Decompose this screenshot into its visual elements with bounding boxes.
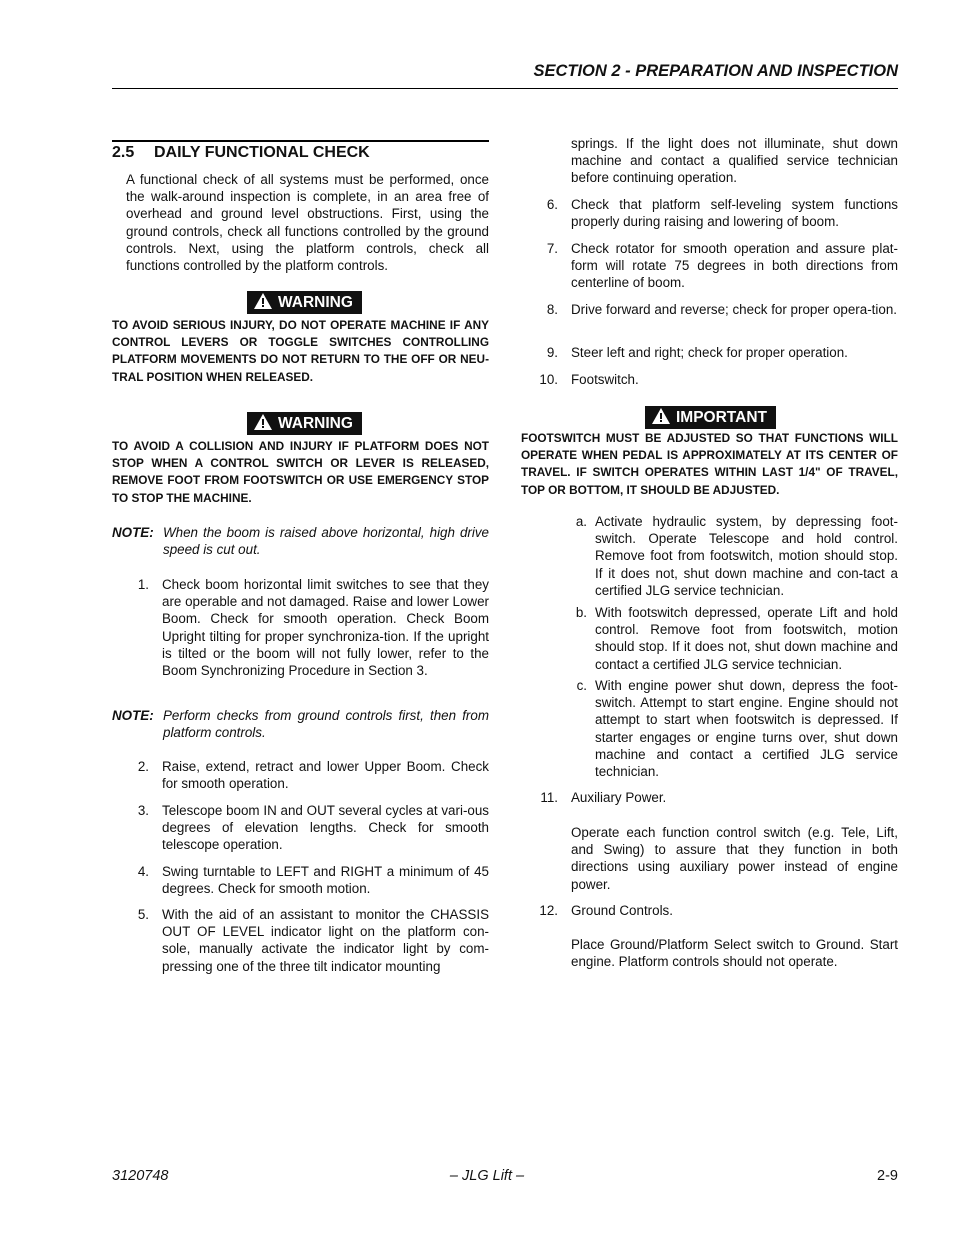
section-heading [112,144,370,162]
item-number: 4. [137,864,149,879]
item-text: Swing turntable to LEFT and RIGHT a minimum of 45 degrees. Check for smooth motion. [162,864,489,897]
sub-item [521,677,898,780]
item-text: Telescope boom IN and OUT several cycles at vari-ous degrees of elevation lengths. Check for smooth telescope operation. [162,803,489,853]
warning-badge-1 [247,291,362,314]
warning-triangle-icon [254,293,272,309]
list-item [521,196,898,230]
list-item [112,863,489,897]
item-detail: Operate each function control switch (e.g. Tele, Lift, and Swing) to assure that they function in both directions using auxiliary power instead of engine power. [571,825,898,892]
sub-item [521,604,898,673]
item-number [521,135,571,187]
list-item [521,371,898,388]
sub-item-letter: b. [575,605,587,620]
item-text: Steer left and right; check for proper operation. [571,345,848,360]
note-text: When the boom is raised above horizontal, high drive speed is cut out. [163,525,489,558]
list-item-continued [521,135,898,187]
item-number: 5. [137,907,149,922]
warning-badge-2 [247,412,362,435]
list-item [521,301,898,318]
important-badge [645,406,776,429]
warning-label: WARNING [278,415,353,432]
warning-label: WARNING [278,294,353,311]
sub-item-letter: a. [575,514,587,529]
item-text: With the aid of an assistant to monitor the CHASSIS OUT OF LEVEL indicator light on the platform con-sole, manually activate the indicator light by com-pressing one of the three tilt indicator mounting [162,907,489,974]
note-1 [112,524,489,558]
warning-triangle-icon [254,414,272,430]
header-rule [112,88,898,89]
section-intro: A functional check of all systems must be performed, once the walk-around inspection is complete, in an area free of overhead and ground level obstructions. First, using the ground controls, check all functions controlled by the ground controls. Next, using the platform controls, check all functions controlled by the platform controls. [126,172,489,274]
item-text: Auxiliary Power. [571,790,667,805]
item-number: 3. [137,803,149,818]
list-item [521,344,898,361]
list-item [521,902,898,919]
item-number: 12. [539,903,558,918]
sub-item-text: Activate hydraulic system, by depressing foot-switch. Operate Telescope and hold control. Remove foot from footswitch, motion should stop. If it does not, shut down machine and con-tact a certified JLG service technician. [595,514,898,598]
list-item [112,758,489,792]
item-number: 2. [137,759,149,774]
section-title: DAILY FUNCTIONAL CHECK [154,144,370,161]
item-text: Footswitch. [571,372,639,387]
item-text: Check boom horizontal limit switches to see that they are operable and not damaged. Raise and lower Lower Boom. Check for smooth operation. Check Boom Upright tilting for proper synchroniza-tion. If the upright is tilted or the boom will not fully lower, refer to the Boom Synchronizing Procedure in Section 3. [162,577,489,679]
item-number: 7. [546,241,558,256]
sub-item-letter: c. [576,678,587,693]
warning-text-1: TO AVOID SERIOUS INJURY, DO NOT OPERATE MACHINE IF ANY CONTROL LEVERS OR TOGGLE SWITCHES CONTROLLING PLATFORM MOVEMENTS DO NOT RETURN TO THE OFF OR NEU-TRAL POSITION WHEN RELEASED. [112,318,489,384]
item-detail: Place Ground/Platform Select switch to Ground. Start engine. Platform controls should not operate. [571,937,898,970]
footer-center: – JLG Lift – [449,1168,525,1184]
important-text: FOOTSWITCH MUST BE ADJUSTED SO THAT FUNCTIONS WILL OPERATE WHEN PEDAL IS APPROXIMATELY AT ITS CENTER OF TRAVEL. IF SWITCH OPERATES WITHIN LAST 1/4" OF TRAVEL, TOP OR BOTTOM, IT SHOULD BE ADJUSTED. [521,431,898,497]
note-label: NOTE: [112,525,154,540]
sub-item-text: With engine power shut down, depress the foot-switch. Attempt to start engine. Engine should not attempt to start when footswitch is depressed. If starter engages or engine turns over, shut down machine and contact a certified JLG service technician. [595,678,898,780]
section-rule [112,140,489,142]
running-header: SECTION 2 - PREPARATION AND INSPECTION [533,62,898,80]
item-number: 6. [546,197,558,212]
list-item [112,802,489,854]
item-text: springs. If the light does not illuminate, shut down machine and contact a qualified service technician before continuing operation. [571,136,898,186]
item-text: Check rotator for smooth operation and assure plat-form will rotate 75 degrees in both directions from centerline of boom. [571,241,898,291]
item-text: Raise, extend, retract and lower Upper Boom. Check for smooth operation. [162,759,489,792]
warning-text-2: TO AVOID A COLLISION AND INJURY IF PLATFORM DOES NOT STOP WHEN A CONTROL SWITCH OR LEVER IS RELEASED, REMOVE FOOT FROM FOOTSWITCH OR USE EMERGENCY STOP TO STOP THE MACHINE. [112,439,489,505]
item-text: Ground Controls. [571,903,673,918]
item-number: 10. [539,372,558,387]
warning-triangle-icon [652,408,670,424]
item-text: Check that platform self-leveling system functions properly during raising and lowering of boom. [571,197,898,230]
footer-doc-number: 3120748 [112,1168,169,1184]
item-number: 8. [546,302,558,317]
item-number: 11. [540,790,558,805]
sub-item-text: With footswitch depressed, operate Lift and hold control. Remove foot from footswitch, motion should stop. If it does not, shut down machine and contact a certified JLG service technician. [595,605,898,672]
page-number: 2-9 [877,1168,898,1184]
list-item [521,789,898,806]
important-label: IMPORTANT [676,409,767,426]
item-text: Drive forward and reverse; check for proper opera-tion. [571,302,897,317]
list-item [521,240,898,292]
note-label: NOTE: [112,708,154,723]
list-item [112,576,489,679]
list-item [112,906,489,975]
note-2 [112,707,489,741]
section-number: 2.5 [112,144,135,161]
item-number: 1. [137,577,149,592]
sub-item [521,513,898,599]
note-text: Perform checks from ground controls first, then from platform controls. [163,708,489,741]
item-number: 9. [546,345,558,360]
